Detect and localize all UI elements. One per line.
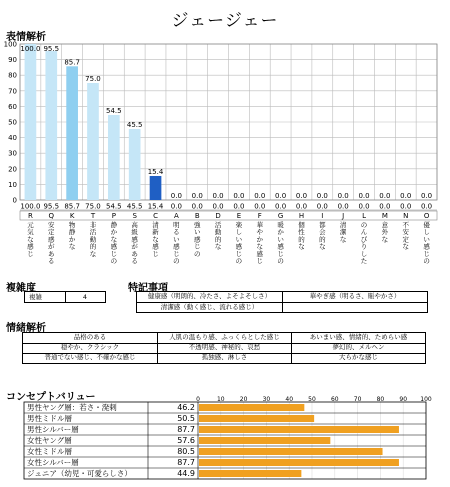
category-label: S: [132, 212, 137, 220]
emotion-cell: 普通でない感じ、不確かな感じ: [44, 353, 136, 361]
concept-row-label: 女性シルバー層: [27, 458, 79, 467]
concept-tick-label: 0: [196, 396, 200, 403]
value-row-label: 0.0: [212, 202, 224, 211]
value-label: 0.0: [358, 192, 370, 200]
value-row-label: 100.0: [20, 202, 41, 211]
value-label: 0.0: [337, 192, 349, 200]
y-tick-label: 30: [8, 149, 17, 158]
value-row-label: 0.0: [421, 202, 433, 211]
category-label: A: [173, 212, 179, 220]
y-tick-label: 40: [8, 134, 17, 143]
concept-tick-label: 20: [239, 396, 248, 403]
value-row-label: 0.0: [170, 202, 182, 211]
category-description: 不安定な: [402, 221, 409, 251]
bar: [87, 83, 99, 200]
page-title: ジェージェー: [171, 11, 279, 31]
value-label: 0.0: [400, 192, 412, 200]
special-note-cell: 健康感（明朗的、冷たさ、よそよそしさ）: [147, 292, 272, 300]
value-label: 0.0: [212, 192, 224, 200]
concept-bar: [199, 426, 399, 433]
emotion-table: [22, 332, 426, 364]
emotion-cell: 夢幻的、メルヘン: [332, 343, 385, 351]
chart-section-title: 表情解析: [6, 32, 46, 43]
concept-bar: [199, 459, 399, 466]
bar: [45, 51, 57, 200]
concept-tick-label: 40: [285, 396, 294, 403]
complexity-title: 複雑度: [6, 283, 36, 294]
concept-tick-label: 50: [308, 396, 316, 403]
concept-row-value: 87.7: [177, 458, 195, 467]
category-description: のんびりした: [360, 221, 368, 265]
concept-tick-label: 10: [216, 396, 225, 403]
category-label: N: [403, 212, 409, 220]
complexity-divider: [65, 292, 66, 302]
category-description: 個性的な: [298, 221, 305, 251]
special-note-cell: 華やぎ感（明るさ、賑やかさ）: [309, 292, 401, 300]
y-tick-label: 50: [8, 118, 17, 127]
value-label: 0.0: [295, 192, 308, 200]
value-label: 0.0: [170, 192, 182, 200]
category-description: 優しい感じの: [423, 221, 430, 265]
value-row-label: 95.5: [43, 202, 60, 211]
concept-row-value: 80.5: [177, 447, 195, 456]
value-row-label: 75.0: [85, 202, 101, 211]
special-notes-title: 特記事項: [128, 283, 168, 294]
category-label: E: [236, 212, 242, 220]
value-label: 54.5: [106, 106, 122, 115]
complexity-label: 複雑: [29, 293, 42, 301]
emotion-cell: 孤独感、淋しさ: [201, 353, 248, 361]
value-row-label: 0.0: [316, 202, 328, 211]
value-row-label: 15.4: [147, 202, 164, 211]
concept-row-value: 50.5: [177, 414, 195, 423]
emotion-cell: 人肌の温もり感、ふっくらとした感じ: [169, 333, 280, 341]
complexity-value: 4: [82, 293, 88, 301]
category-label: L: [362, 212, 366, 220]
value-row-label: 0.0: [233, 202, 245, 211]
category-description: 強い感じの: [193, 221, 201, 258]
concept-value-chart: [0, 396, 450, 487]
value-label: 0.0: [254, 192, 266, 200]
concept-row-value: 44.9: [177, 469, 195, 478]
concept-tick-label: 90: [399, 396, 408, 403]
concept-tick-label: 60: [330, 396, 339, 403]
concept-row-value: 87.7: [177, 425, 195, 434]
bar: [66, 66, 78, 200]
value-label: 0.0: [233, 192, 245, 200]
value-row-label: 0.0: [379, 202, 391, 211]
value-label: 0.0: [421, 192, 433, 200]
concept-row-value: 46.2: [177, 403, 195, 412]
emotion-cell: 穏やか、クラシック: [60, 343, 120, 351]
value-row-label: 0.0: [275, 202, 287, 211]
category-description: 非活動的な: [89, 221, 97, 258]
value-label: 0.0: [379, 192, 391, 200]
value-row-label: 45.5: [126, 202, 143, 211]
category-label: I: [321, 212, 324, 220]
value-label: 0.0: [191, 192, 203, 200]
expression-bar-chart: [0, 36, 450, 274]
category-label: Q: [48, 212, 55, 220]
category-description: 華やかな感じ: [256, 221, 264, 265]
category-label: C: [153, 212, 158, 220]
concept-row-label: 男性シルバー層: [27, 425, 79, 434]
category-label: K: [69, 212, 75, 220]
category-description: 活動的な: [214, 221, 222, 251]
value-row-label: 0.0: [254, 202, 266, 211]
category-row: [20, 211, 437, 220]
concept-bar: [199, 415, 314, 422]
y-tick-label: 100: [3, 40, 17, 49]
value-label: 15.4: [147, 167, 164, 176]
category-label: T: [90, 212, 96, 220]
category-label: B: [194, 212, 200, 220]
concept-row-value: 57.6: [177, 436, 195, 445]
value-label: 0.0: [316, 192, 328, 200]
concept-tick-label: 80: [376, 396, 385, 403]
y-tick-label: 70: [8, 87, 17, 96]
concept-bar: [199, 437, 330, 444]
concept-bar: [199, 404, 304, 411]
value-row-label: 0.0: [337, 202, 349, 211]
concept-row-label: 男性ミドル層: [27, 414, 72, 423]
category-label: P: [111, 212, 116, 220]
concept-row-label: 女性ミドル層: [27, 447, 72, 456]
y-tick-label: 60: [8, 102, 17, 111]
value-label: 75.0: [85, 75, 101, 83]
category-description: 楽しい感じの: [235, 221, 243, 265]
value-row-label: 0.0: [191, 202, 203, 211]
category-description: 都会的な: [319, 221, 326, 251]
category-label: J: [342, 212, 345, 220]
concept-row-label: 女性ヤング層: [27, 436, 72, 445]
category-description: 静かな感じの: [110, 221, 118, 265]
concept-tick-label: 100: [420, 396, 432, 403]
concept-tick-label: 30: [262, 396, 271, 403]
value-label: 100.0: [20, 45, 41, 53]
category-label: G: [277, 212, 284, 220]
concept-row-label: ジュニア（幼児・可愛らしさ）: [27, 469, 132, 478]
category-description: 物静かな: [68, 221, 76, 251]
value-label: 85.7: [64, 58, 80, 67]
emotion-title: 情緒解析: [6, 323, 46, 334]
value-row-label: 85.7: [64, 202, 80, 211]
concept-row-label: 男性ヤング層：若さ・溌剌: [27, 403, 117, 412]
category-description: 清潔な: [339, 221, 347, 244]
y-tick-label: 0: [12, 196, 17, 205]
bar: [150, 176, 162, 200]
y-tick-label: 90: [8, 56, 17, 65]
category-description: 暖かい感じの: [277, 221, 284, 265]
special-note-cell: 清潔感（動く感じ、流れる感じ）: [160, 303, 259, 311]
bar: [108, 115, 120, 200]
bar: [129, 129, 141, 200]
value-label: 95.5: [43, 45, 60, 53]
category-description: 清新な感じ: [152, 221, 159, 258]
y-tick-label: 20: [8, 165, 17, 174]
category-description: 明るい感じの: [173, 221, 180, 265]
category-label: D: [215, 212, 221, 220]
value-row-label: 0.0: [400, 202, 412, 211]
concept-bar: [199, 470, 301, 477]
complexity-box: [24, 291, 106, 303]
value-label: 0.0: [275, 192, 287, 200]
category-description: 安定感がある: [48, 221, 55, 265]
category-description: 高級感がある: [131, 221, 138, 265]
category-description: 意外な: [381, 221, 389, 244]
value-label: 45.5: [126, 121, 143, 130]
y-tick-label: 80: [8, 71, 17, 80]
category-label: M: [381, 212, 388, 220]
category-label: H: [298, 212, 305, 220]
category-description: 元気な感じ: [27, 221, 34, 258]
emotion-cell: 大らかな感じ: [339, 353, 378, 361]
y-tick-label: 10: [8, 180, 17, 189]
emotion-cell: 不透明感、神秘的、哀愁: [188, 343, 261, 351]
emotion-cell: あいまい感、情緒的、ためらい感: [309, 333, 408, 341]
concept-title: コンセプトバリュー: [6, 392, 96, 403]
value-row-label: 0.0: [295, 202, 308, 211]
category-label: F: [257, 212, 262, 220]
category-label: R: [27, 212, 33, 220]
value-row-label: 54.5: [106, 202, 122, 211]
concept-bar: [199, 448, 383, 455]
concept-tick-label: 70: [353, 396, 362, 403]
bar: [25, 44, 37, 200]
value-row-label: 0.0: [358, 202, 370, 211]
category-label: O: [423, 212, 430, 220]
special-notes-table: [136, 291, 428, 313]
emotion-cell: 品格のある: [73, 333, 107, 341]
